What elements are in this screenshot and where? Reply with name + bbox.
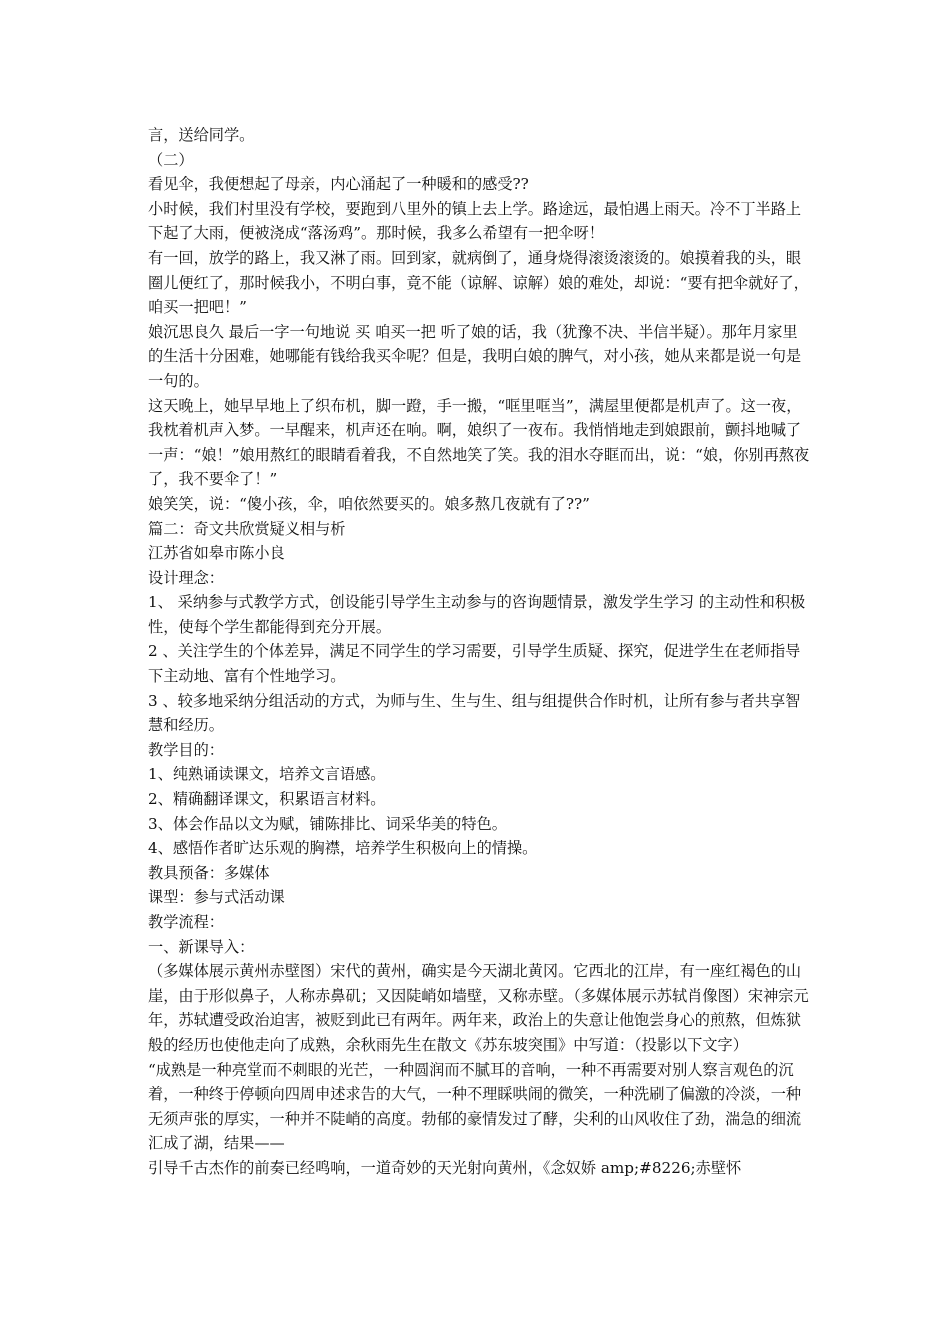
author-line: 江苏省如皋市陈小良 <box>148 544 285 563</box>
paragraph: 引导千古杰作的前奏已经鸣响，一道奇妙的天光射向黄州，《念奴娇 amp;#8226;赤壁怀 <box>148 1158 742 1177</box>
section-heading: 教学流程： <box>148 913 224 931</box>
section-marker: （二） <box>148 150 194 169</box>
paragraph: （多媒体展示黄州赤壁图）宋代的黄州，确实是今天湖北黄冈。它西北的江岸，有一座红褐色的山崖，由于形似鼻子，人称赤鼻矶；又因陡峭如墙壁，又称赤壁。（多媒体展示苏轼肖像图）宋神宗元年，苏轼遭受政治迫害，被贬到此已有两年。两年来，政治上的失意让他饱尝身心的煎熬，但炼狱般的经历也使他走向了成熟，余秋雨先生在散文《苏东坡突围》中写道：（投影以下文字） <box>148 962 809 1054</box>
paragraph: 娘沉思良久 最后一字一句地说 买 咱买一把 听了娘的话，我（犹豫不决、半信半疑）。那年月家里的生活十分困难，她哪能有钱给我买伞呢？但是，我明白娘的脾气，对小孩，她从来都是说一句是一句的。 <box>148 322 802 390</box>
list-item: 1、纯熟诵读课文，培养文言语感。 <box>148 765 386 784</box>
section-heading: 一、新课导入： <box>148 937 255 956</box>
list-item: 3、体会作品以文为赋，铺陈排比、词采华美的特色。 <box>148 814 507 833</box>
paragraph: 看见伞，我便想起了母亲，内心涌起了一种暖和的感受?? <box>148 175 529 194</box>
list-item: 1、 采纳参与式教学方式，创设能引导学生主动参与的咨询题情景，激发学生学习 的主动性和积极性，使每个学生都能得到充分开展。 <box>148 593 806 636</box>
meta-line: 教具预备：多媒体 <box>148 863 270 882</box>
article-title: 篇二：奇文共欣赏疑义相与析 <box>148 519 346 538</box>
quote-paragraph: “成熟是一种亮堂而不刺眼的光芒，一种圆润而不腻耳的音响，一种不再需要对别人察言观色的沉着，一种终于停顿向四周申述求告的大气，一种不理睬哄闹的微笑，一种洗刷了偏激的冷淡，一种无须声张的厚实，一种并不陡峭的高度。勃郁的豪情发过了酵，尖利的山风收住了劲，湍急的细流汇成了湖，结果—— <box>148 1060 802 1153</box>
paragraph: 有一回，放学的路上，我又淋了雨。回到家，就病倒了，通身烧得滚烫滚烫的。娘摸着我的头，眼圈儿便红了，那时候我小，不明白事，竟不能（谅解、谅解）娘的难处，却说：“要有把伞就好了，咱买一把吧！” <box>148 248 809 317</box>
meta-line: 课型：参与式活动课 <box>148 888 285 907</box>
list-item: 2 、关注学生的个体差异，满足不同学生的学习需要，引导学生质疑、探究，促进学生在老师指导下主动地、富有个性地学习。 <box>148 642 801 686</box>
document-body <box>148 123 812 1181</box>
paragraph: 娘笑笑，说：“傻小孩，伞，咱依然要买的。娘多熬几夜就有了??” <box>148 494 590 513</box>
paragraph: 小时候，我们村里没有学校，要跑到八里外的镇上去上学。路途远，最怕遇上雨天。冷不丁半路上下起了大雨，便被浇成“落汤鸡”。那时候，我多么希望有一把伞呀！ <box>148 199 802 243</box>
list-item: 4、感悟作者旷达乐观的胸襟，培养学生积极向上的情操。 <box>148 839 538 858</box>
list-item: 3 、较多地采纳分组活动的方式，为师与生、生与生、组与组提供合作时机，让所有参与者共享智慧和经历。 <box>148 691 801 735</box>
paragraph: 言，送给同学。 <box>148 126 255 144</box>
section-heading: 教学目的： <box>148 740 224 759</box>
list-item: 2、精确翻译课文，积累语言材料。 <box>148 790 386 809</box>
paragraph: 这天晚上，她早早地上了织布机，脚一蹬，手一搬，“哐里哐当”，满屋里便都是机声了。这一夜，我枕着机声入梦。一早醒来，机声还在响。啊，娘织了一夜布。我悄悄地走到娘跟前，颤抖地喊了一声：“娘！”娘用熬红的眼睛看着我，不自然地笑了笑。我的泪水夺眶而出，说：“娘，你别再熬夜了，我不要伞了！” <box>148 396 810 489</box>
section-heading: 设计理念： <box>148 568 224 587</box>
